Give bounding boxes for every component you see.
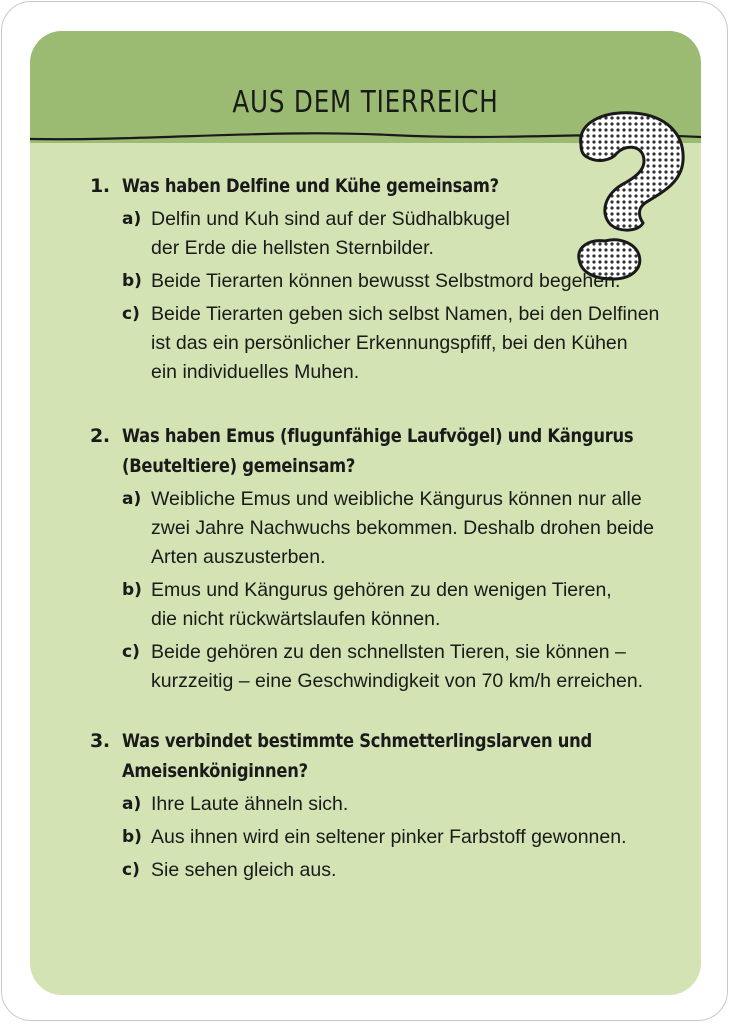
answer-text: Emus und Kängurus gehören zu den wenigen Tieren, die nicht rückwärtslaufen können. (151, 579, 612, 630)
question-number: 2. (90, 425, 110, 447)
answer-option (60, 638, 700, 696)
question-text: Was haben Delfine und Kühe gemeinsam? (122, 175, 499, 197)
answer-text: Beide gehören zu den schnellsten Tieren, sie können – kurzzeitig – eine Geschwindigkeit von 70 km/h erreichen. (151, 641, 644, 692)
answer-option (60, 576, 700, 634)
answer-letter: c) (122, 304, 140, 324)
question-2-heading (60, 421, 700, 481)
answer-letter: a) (122, 209, 142, 229)
answer-option (60, 856, 700, 885)
answer-option (60, 823, 700, 852)
answer-option (60, 300, 700, 387)
answer-text: Delfin und Kuh sind auf der Südhalbkugel der Erde die hellsten Sternbilder. (151, 208, 510, 259)
question-text: Was verbindet bestimmte Schmetterlingslarven und Ameisenköniginnen? (122, 730, 592, 782)
answer-text: Aus ihnen wird ein seltener pinker Farbstoff gewonnen. (151, 826, 627, 848)
question-2 (60, 421, 700, 696)
answer-letter: c) (122, 642, 140, 662)
answer-letter: a) (122, 794, 142, 814)
answer-letter: b) (122, 271, 142, 291)
answer-letter: b) (122, 580, 142, 600)
question-3 (60, 726, 700, 885)
answer-text: Ihre Laute ähneln sich. (151, 793, 349, 815)
answer-letter: c) (122, 860, 140, 880)
question-1 (60, 171, 700, 387)
answer-text: Beide Tierarten können bewusst Selbstmord begehen. (151, 270, 621, 292)
answer-text: Beide Tierarten geben sich selbst Namen, bei den Delfinen ist das ein persönlicher Erkennungspfiff, bei den Kühen ein individuelles Muhen. (151, 303, 660, 383)
question-text: Was haben Emus (flugunfähige Laufvögel) und Kängurus (Beuteltiere) gemeinsam? (122, 425, 634, 477)
answer-option (60, 485, 700, 572)
answer-option (60, 790, 700, 819)
answer-text: Sie sehen gleich aus. (151, 859, 337, 881)
answer-option (60, 205, 700, 263)
answer-letter: b) (122, 827, 142, 847)
card-title: AUS DEM TIERREICH (232, 85, 499, 120)
question-1-heading (60, 171, 700, 201)
question-number: 1. (90, 175, 110, 197)
question-number: 3. (90, 730, 110, 752)
answer-text: Weibliche Emus und weibliche Kängurus können nur alle zwei Jahre Nachwuchs bekommen. Deshalb drohen beide Arten auszusterben. (151, 488, 654, 568)
answer-option (60, 267, 700, 296)
answer-letter: a) (122, 489, 142, 509)
quiz-card (30, 31, 701, 995)
question-3-heading (60, 726, 700, 786)
